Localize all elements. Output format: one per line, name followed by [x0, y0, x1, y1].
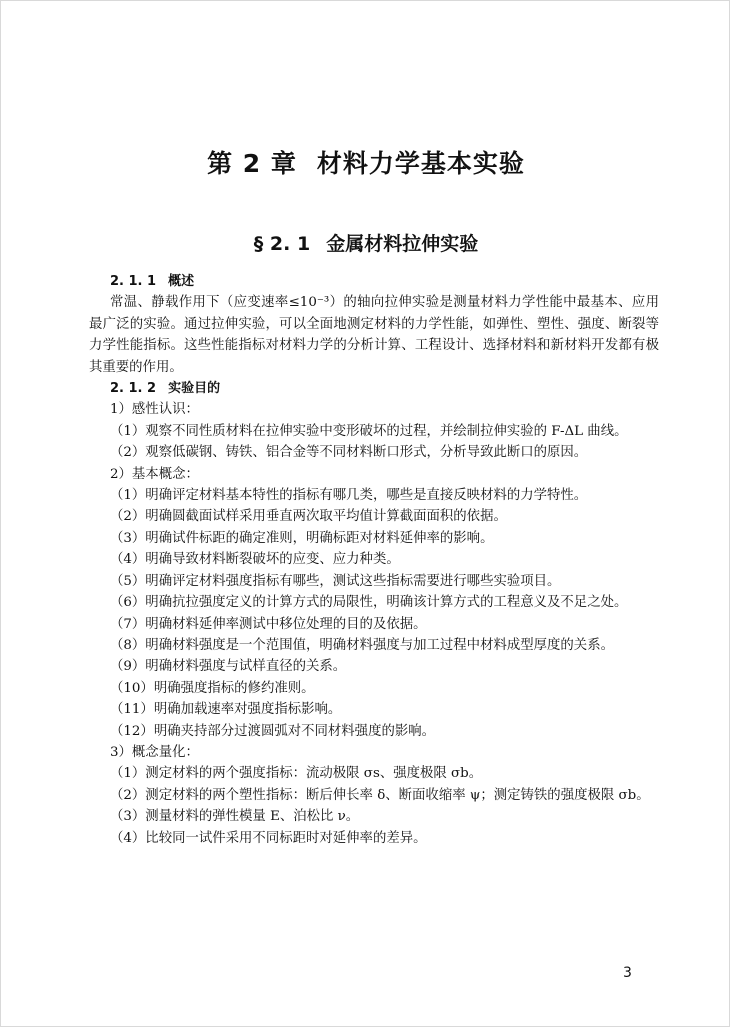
page-number: 3 [623, 965, 632, 981]
overview-paragraph: 常温、静载作用下（应变速率≤10⁻³）的轴向拉伸实验是测量材料力学性能中最基本、应用最广泛的实验。通过拉伸实验，可以全面地测定材料的力学性能，如弹性、塑性、强度、断裂等力学性能指标。这些性能指标对材料力学的分析计算、工程设计、选择材料和新材料开发都有极其重要的作用。 [89, 295, 659, 375]
purpose-item: （5）明确评定材料强度指标有哪些，测试这些指标需要进行哪些实验项目。 [110, 573, 561, 589]
purpose-item: （1）测定材料的两个强度指标：流动极限 σs、强度极限 σb。 [110, 766, 483, 782]
purpose-item: （11）明确加载速率对强度指标影响。 [110, 702, 342, 718]
purpose-item: 3）概念量化： [110, 744, 199, 760]
purpose-item: （6）明确抗拉强度定义的计算方式的局限性，明确该计算方式的工程意义及不足之处。 [110, 595, 628, 611]
purpose-item: （7）明确材料延伸率测试中移位处理的目的及依据。 [110, 616, 427, 632]
chapter-number: 第 2 章 [207, 149, 297, 178]
purpose-item: （2）明确圆截面试样采用垂直两次取平均值计算截面面积的依据。 [110, 509, 507, 525]
chapter-heading [1, 144, 730, 180]
purpose-item: （8）明确材料强度是一个范围值，明确材料强度与加工过程中材料成型厚度的关系。 [110, 637, 614, 653]
section-title: 金属材料拉伸实验 [326, 233, 479, 255]
purpose-item: （4）明确导致材料断裂破坏的应变、应力种类。 [110, 552, 400, 568]
purpose-item: 2）基本概念： [110, 466, 199, 482]
purpose-item: 1）感性认识： [110, 402, 199, 418]
body-text [89, 271, 659, 849]
chapter-title: 材料力学基本实验 [316, 149, 525, 178]
purpose-item: （4）比较同一试件采用不同标距时对延伸率的差异。 [110, 830, 427, 846]
purpose-item: （3）明确试件标距的确定准则，明确标距对材料延伸率的影响。 [110, 530, 494, 546]
purpose-item: （10）明确强度指标的修约准则。 [110, 680, 315, 696]
purpose-item: （1）观察不同性质材料在拉伸实验中变形破坏的过程，并绘制拉伸实验的 F-ΔL 曲线。 [110, 423, 628, 439]
section-heading [1, 229, 730, 256]
subsection-heading-overview: 2. 1. 1 概述 [110, 274, 195, 289]
subsection-heading-purpose: 2. 1. 2 实验目的 [110, 381, 221, 397]
purpose-item: （2）观察低碳钢、铸铁、铝合金等不同材料断口形式，分析导致此断口的原因。 [110, 445, 588, 461]
section-number: § 2. 1 [253, 233, 311, 255]
purpose-item: （3）测量材料的弹性模量 E、泊松比 ν。 [110, 809, 360, 825]
purpose-item: （12）明确夹持部分过渡圆弧对不同材料强度的影响。 [110, 723, 436, 739]
purpose-item: （1）明确评定材料基本特性的指标有哪几类，哪些是直接反映材料的力学特性。 [110, 488, 588, 504]
purpose-item: （9）明确材料强度与试样直径的关系。 [110, 659, 347, 675]
purpose-item: （2）测定材料的两个塑性指标：断后伸长率 δ、断面收缩率 ψ；测定铸铁的强度极限 σb。 [110, 787, 650, 803]
